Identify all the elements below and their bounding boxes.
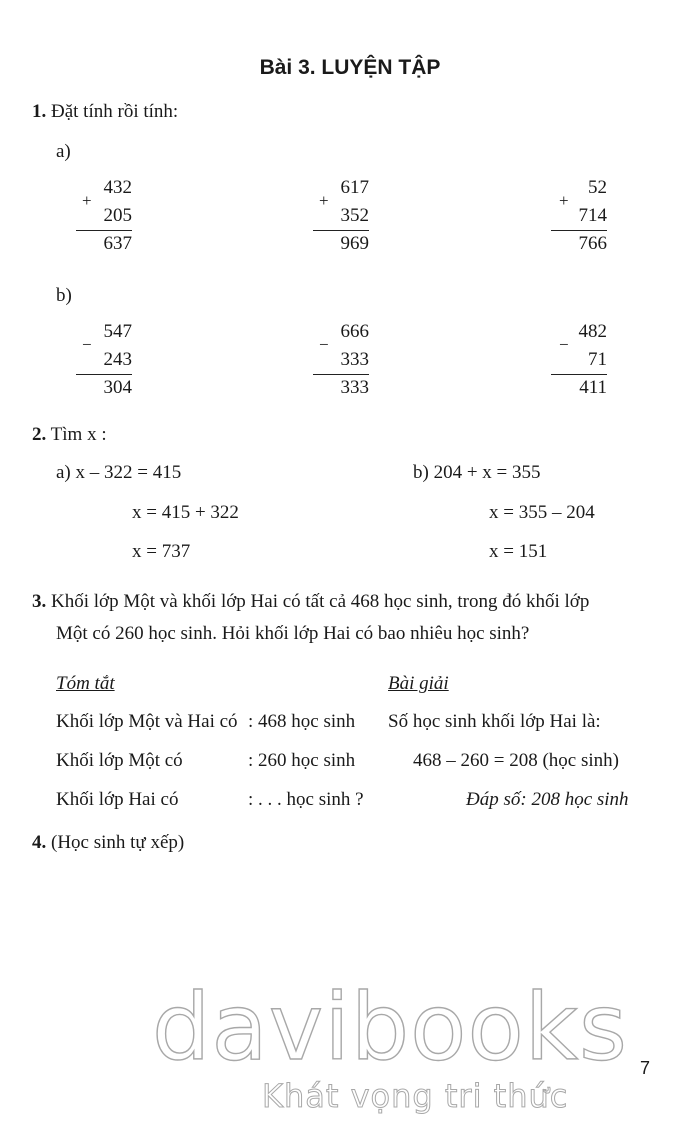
- calc-operand-1: 617: [340, 177, 369, 198]
- calc-result: 304: [103, 377, 132, 398]
- equation-a-line-2: x = 415 + 322: [132, 502, 239, 523]
- summary-row-1-label: Khối lớp Một và Hai có: [56, 711, 238, 732]
- page-number: 7: [640, 1058, 651, 1078]
- calc-operand-1: 52: [588, 177, 607, 198]
- exercise-4-number: 4.: [32, 832, 47, 853]
- calc-a-3: [527, 177, 607, 261]
- equation-b-line-1: b) 204 + x = 355: [413, 462, 541, 483]
- exercise-3-line-1: [32, 591, 589, 613]
- exercise-4: [32, 832, 184, 854]
- exercise-2-number: 2.: [32, 424, 47, 445]
- equation-a-line-3: x = 737: [132, 541, 191, 562]
- equation-b-line-3: x = 151: [489, 541, 548, 562]
- solution-answer: Đáp số: 208 học sinh: [466, 789, 629, 810]
- calc-sign: +: [559, 191, 569, 210]
- calc-b-3: [527, 321, 607, 405]
- exercise-1-part-a-label: a): [56, 141, 71, 162]
- calc-result: 411: [579, 377, 607, 398]
- summary-row-3-label: Khối lớp Hai có: [56, 789, 179, 810]
- summary-heading: Tóm tắt: [56, 673, 115, 694]
- calc-operand-2: 714: [578, 205, 607, 226]
- calc-operand-2: 205: [103, 205, 132, 226]
- calc-result: 766: [578, 233, 607, 254]
- equation-a-line-1: a) x – 322 = 415: [56, 462, 182, 483]
- summary-row-2-value: : 260 học sinh: [248, 750, 356, 771]
- calc-operand-2: 352: [340, 205, 369, 226]
- calc-operand-2: 333: [340, 349, 369, 370]
- calc-operand-1: 666: [340, 321, 369, 342]
- summary-row-3-value: : . . . học sinh ?: [248, 789, 364, 810]
- summary-row-2-label: Khối lớp Một có: [56, 750, 183, 771]
- calc-b-2: [289, 321, 369, 405]
- exercise-1-part-b-label: b): [56, 285, 72, 306]
- calc-operand-2: 71: [588, 349, 607, 370]
- calc-divider: [551, 374, 607, 375]
- exercise-1-heading: [32, 101, 178, 123]
- calc-divider: [313, 374, 369, 375]
- calc-operand-1: 432: [103, 177, 132, 198]
- calc-operand-1: 482: [578, 321, 607, 342]
- calc-divider: [313, 230, 369, 231]
- calc-sign: −: [319, 335, 329, 354]
- watermark-brand: davibooks: [152, 974, 628, 1081]
- exercise-2-prompt: Tìm x :: [50, 424, 107, 445]
- solution-line-1: Số học sinh khối lớp Hai là:: [388, 711, 601, 732]
- calc-sign: +: [319, 191, 329, 210]
- exercise-3-line-2: Một có 260 học sinh. Hỏi khối lớp Hai có bao nhiêu học sinh?: [56, 623, 530, 644]
- calc-sign: +: [82, 191, 92, 210]
- calc-result: 637: [103, 233, 132, 254]
- calc-sign: −: [559, 335, 569, 354]
- exercise-4-text: (Học sinh tự xếp): [51, 832, 185, 853]
- calc-divider: [551, 230, 607, 231]
- watermark-slogan: Khát vọng tri thức: [262, 1077, 569, 1115]
- calc-operand-1: 547: [103, 321, 132, 342]
- calc-result: 333: [340, 377, 369, 398]
- calc-a-2: [289, 177, 369, 261]
- exercise-2-heading: [32, 424, 107, 446]
- exercise-1-number: 1.: [32, 101, 47, 122]
- exercise-3-text-1: Khối lớp Một và khối lớp Hai có tất cả 468 học sinh, trong đó khối lớp: [51, 591, 590, 612]
- exercise-3-number: 3.: [32, 591, 47, 612]
- calc-result: 969: [340, 233, 369, 254]
- calc-operand-2: 243: [103, 349, 132, 370]
- calc-a-1: [52, 177, 132, 261]
- calc-divider: [76, 374, 132, 375]
- page-title: Bài 3. LUYỆN TẬP: [259, 56, 441, 79]
- solution-line-2: 468 – 260 = 208 (học sinh): [413, 750, 619, 771]
- calc-b-1: [52, 321, 132, 405]
- calc-sign: −: [82, 335, 92, 354]
- exercise-1-prompt: Đặt tính rồi tính:: [51, 101, 179, 122]
- equation-b-line-2: x = 355 – 204: [489, 502, 595, 523]
- summary-row-1-value: : 468 học sinh: [248, 711, 356, 732]
- solution-heading: Bài giải: [388, 673, 449, 694]
- calc-divider: [76, 230, 132, 231]
